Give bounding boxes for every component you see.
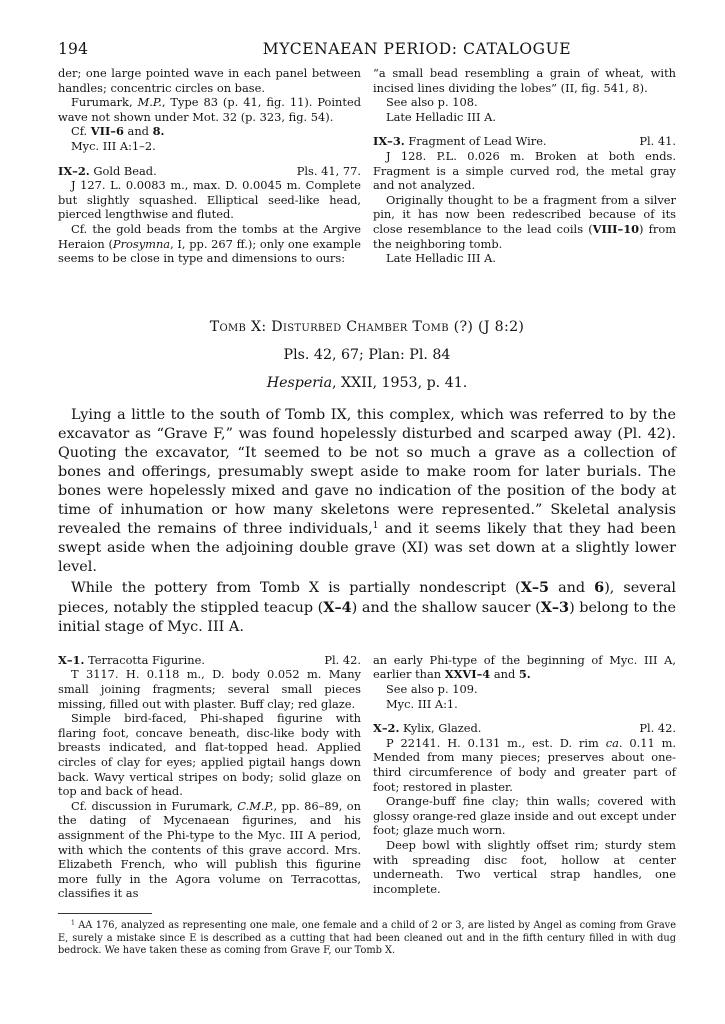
dating: Late Helladic III A. (386, 109, 496, 124)
page-number: 194 (58, 40, 89, 58)
entry-description: P 22141. H. 0.131 m., est. D. rim ca. 0.11 m. Mended from many pieces; preserves about one-third circumference of body and greater part of foot; restored in plaster. (373, 735, 677, 794)
entry-number: IX–2. (58, 163, 90, 178)
entry-plate: Pl. 42. (324, 652, 361, 667)
entry-description: Simple bird-faced, Phi-shaped figurine with flaring foot, concave beneath, disc-like body with breasts indicated, and flat-topped head. Applied circles of clay for eyes; applied pigtail hangs down back. Wavy vertical stripes on body; solid glaze on top and back of head. (58, 711, 361, 799)
footnote-divider (58, 913, 152, 914)
bottom-left-column (58, 653, 361, 901)
entry-plate: Pl. 41. (639, 134, 676, 149)
intro-paragraph: While the pottery from Tomb X is partially nondescript (X–5 and 6), several pieces, notably the stippled teacup (X–4) and the shallow saucer (X–3) belong to the initial stage of Myc. III A. (58, 578, 677, 635)
entry-number: X–2. (373, 721, 400, 736)
reference-paragraph: Furumark, M.P., Type 83 (p. 41, fig. 11). Pointed wave not shown under Mot. 32 (p. 323, fig. 54). (58, 95, 362, 124)
see-also: See also p. 108. (386, 95, 478, 110)
catalogue-entry-heading (58, 164, 361, 179)
entry-discussion: Cf. the gold beads from the tombs at the Argive Heraion (Prosymna, I, pp. 267 ff.); only one example seems to be close in type and dimensions to ours: (58, 221, 361, 266)
entry-description: J 127. L. 0.0083 m., max. D. 0.0045 m. Complete but slightly squashed. Elliptical seed-like head, pierced lengthwise and fluted. (58, 178, 361, 222)
dating: Myc. III A:1. (386, 696, 458, 711)
footnote-marker: 1 (372, 521, 379, 532)
entry-number: IX–3. (373, 134, 405, 149)
cross-reference: Cf. VII–6 and 8. (71, 124, 165, 139)
paragraph: der; one large pointed wave in each panel between handles; concentric circles on base. (58, 66, 361, 95)
section-introduction (58, 406, 676, 637)
entry-description: Orange-buff fine clay; thin walls; covered with glossy orange-red glaze inside and out except under foot; glaze much worn. (373, 794, 676, 838)
entry-plate: Pl. 42. (639, 721, 676, 736)
entry-description: Deep bowl with slightly offset rim; sturdy stem with spreading disc foot, hollow at center underneath. Two vertical strap handles, one incomplete. (373, 837, 676, 896)
entry-discussion: an early Phi-type of the beginning of Myc. III A, earlier than XXVI–4 and 5. (373, 652, 676, 682)
running-title: MYCENAEAN PERIOD: CATALOGUE (262, 40, 572, 58)
intro-paragraph: Lying a little to the south of Tomb IX, this complex, which was referred to by the excavator as “Grave F,” was found hopelessly disturbed and scarped away (Pl. 42). Quoting the excavator, “It seemed to be not so much a grave as a collection of bones and offerings, presumably swept aside to make room for later burials. The bones were hopelessly mixed and gave no indication of the position of the body at time of inhumation or how many skeletons were represented.” Skeletal analysis revealed the remains of three individuals,$^1$ and it seems likely that they had been swept aside when the adjoining double grave (XI) was set down at a slightly lower level. (58, 406, 676, 576)
entry-description: J 128. P.L. 0.026 m. Broken at both ends. Fragment is a simple curved rod, the metal gray and not analyzed. (373, 148, 676, 193)
dating: Myc. III A:1–2. (71, 138, 156, 153)
footnote (58, 920, 676, 958)
entry-plate: Pls. 41, 77. (296, 163, 361, 178)
bottom-right-column (373, 653, 676, 901)
section-reference: Hesperia, XXII, 1953, p. 41. (266, 374, 468, 391)
running-header (58, 40, 676, 66)
entry-discussion: Originally thought to be a fragment from a silver pin, it has now been redescribed because of its close resemblance to the lead coils (VIII–10) from the neighboring tomb. (373, 192, 676, 251)
catalogue-entry-heading (58, 653, 361, 668)
entry-title: Fragment of Lead Wire. (404, 134, 547, 149)
top-left-column (58, 66, 361, 266)
section-plates: Pls. 42, 67; Plan: Pl. 84 (283, 346, 451, 363)
entry-description: T 3117. H. 0.118 m., D. body 0.052 m. Many small joining fragments; several small pieces missing, filled out with plaster. Buff clay; red glaze. (58, 667, 361, 711)
entry-title: Gold Bead. (89, 163, 157, 178)
entry-title: Kylix, Glazed. (399, 721, 482, 736)
entry-number: X–1. (58, 652, 85, 667)
entry-title: Terracotta Figurine. (84, 652, 205, 667)
bottom-columns (58, 653, 676, 901)
catalogue-entry-heading (373, 721, 676, 736)
dating: Late Helladic III A. (386, 251, 496, 266)
top-right-column (373, 66, 676, 266)
see-also: See also p. 109. (386, 682, 478, 697)
entry-discussion: Cf. discussion in Furumark, C.M.P., pp. 86–89, on the dating of Mycenaean figurines, and his assignment of the Phi-type to the Myc. III A period, with which the contents of this grave accord. Mrs. Elizabeth French, who will publish this figurine more fully in the Agora volume on Terracottas, classifies it as (58, 798, 361, 901)
top-columns (58, 66, 676, 266)
catalogue-entry-heading (373, 134, 676, 149)
quotation: “a small bead resembling a grain of wheat, with incised lines dividing the lobes” (II, fig. 541, 8). (373, 66, 676, 95)
page (58, 40, 676, 958)
footnote-number: 1 (71, 919, 75, 927)
section-title: Tomb X: Disturbed Chamber Tomb (?) (J 8:2) (209, 318, 525, 335)
footnote-text: $^1$ AA 176, analyzed as representing one male, one female and a child of 2 or 3, are listed by Angel as coming from Grave E, surely a mistake since E is described as a cutting that had been cleaned out and in the fifth century filled in with dug bedrock. We have taken these as coming from Grave F, our Tomb X. (58, 919, 676, 957)
